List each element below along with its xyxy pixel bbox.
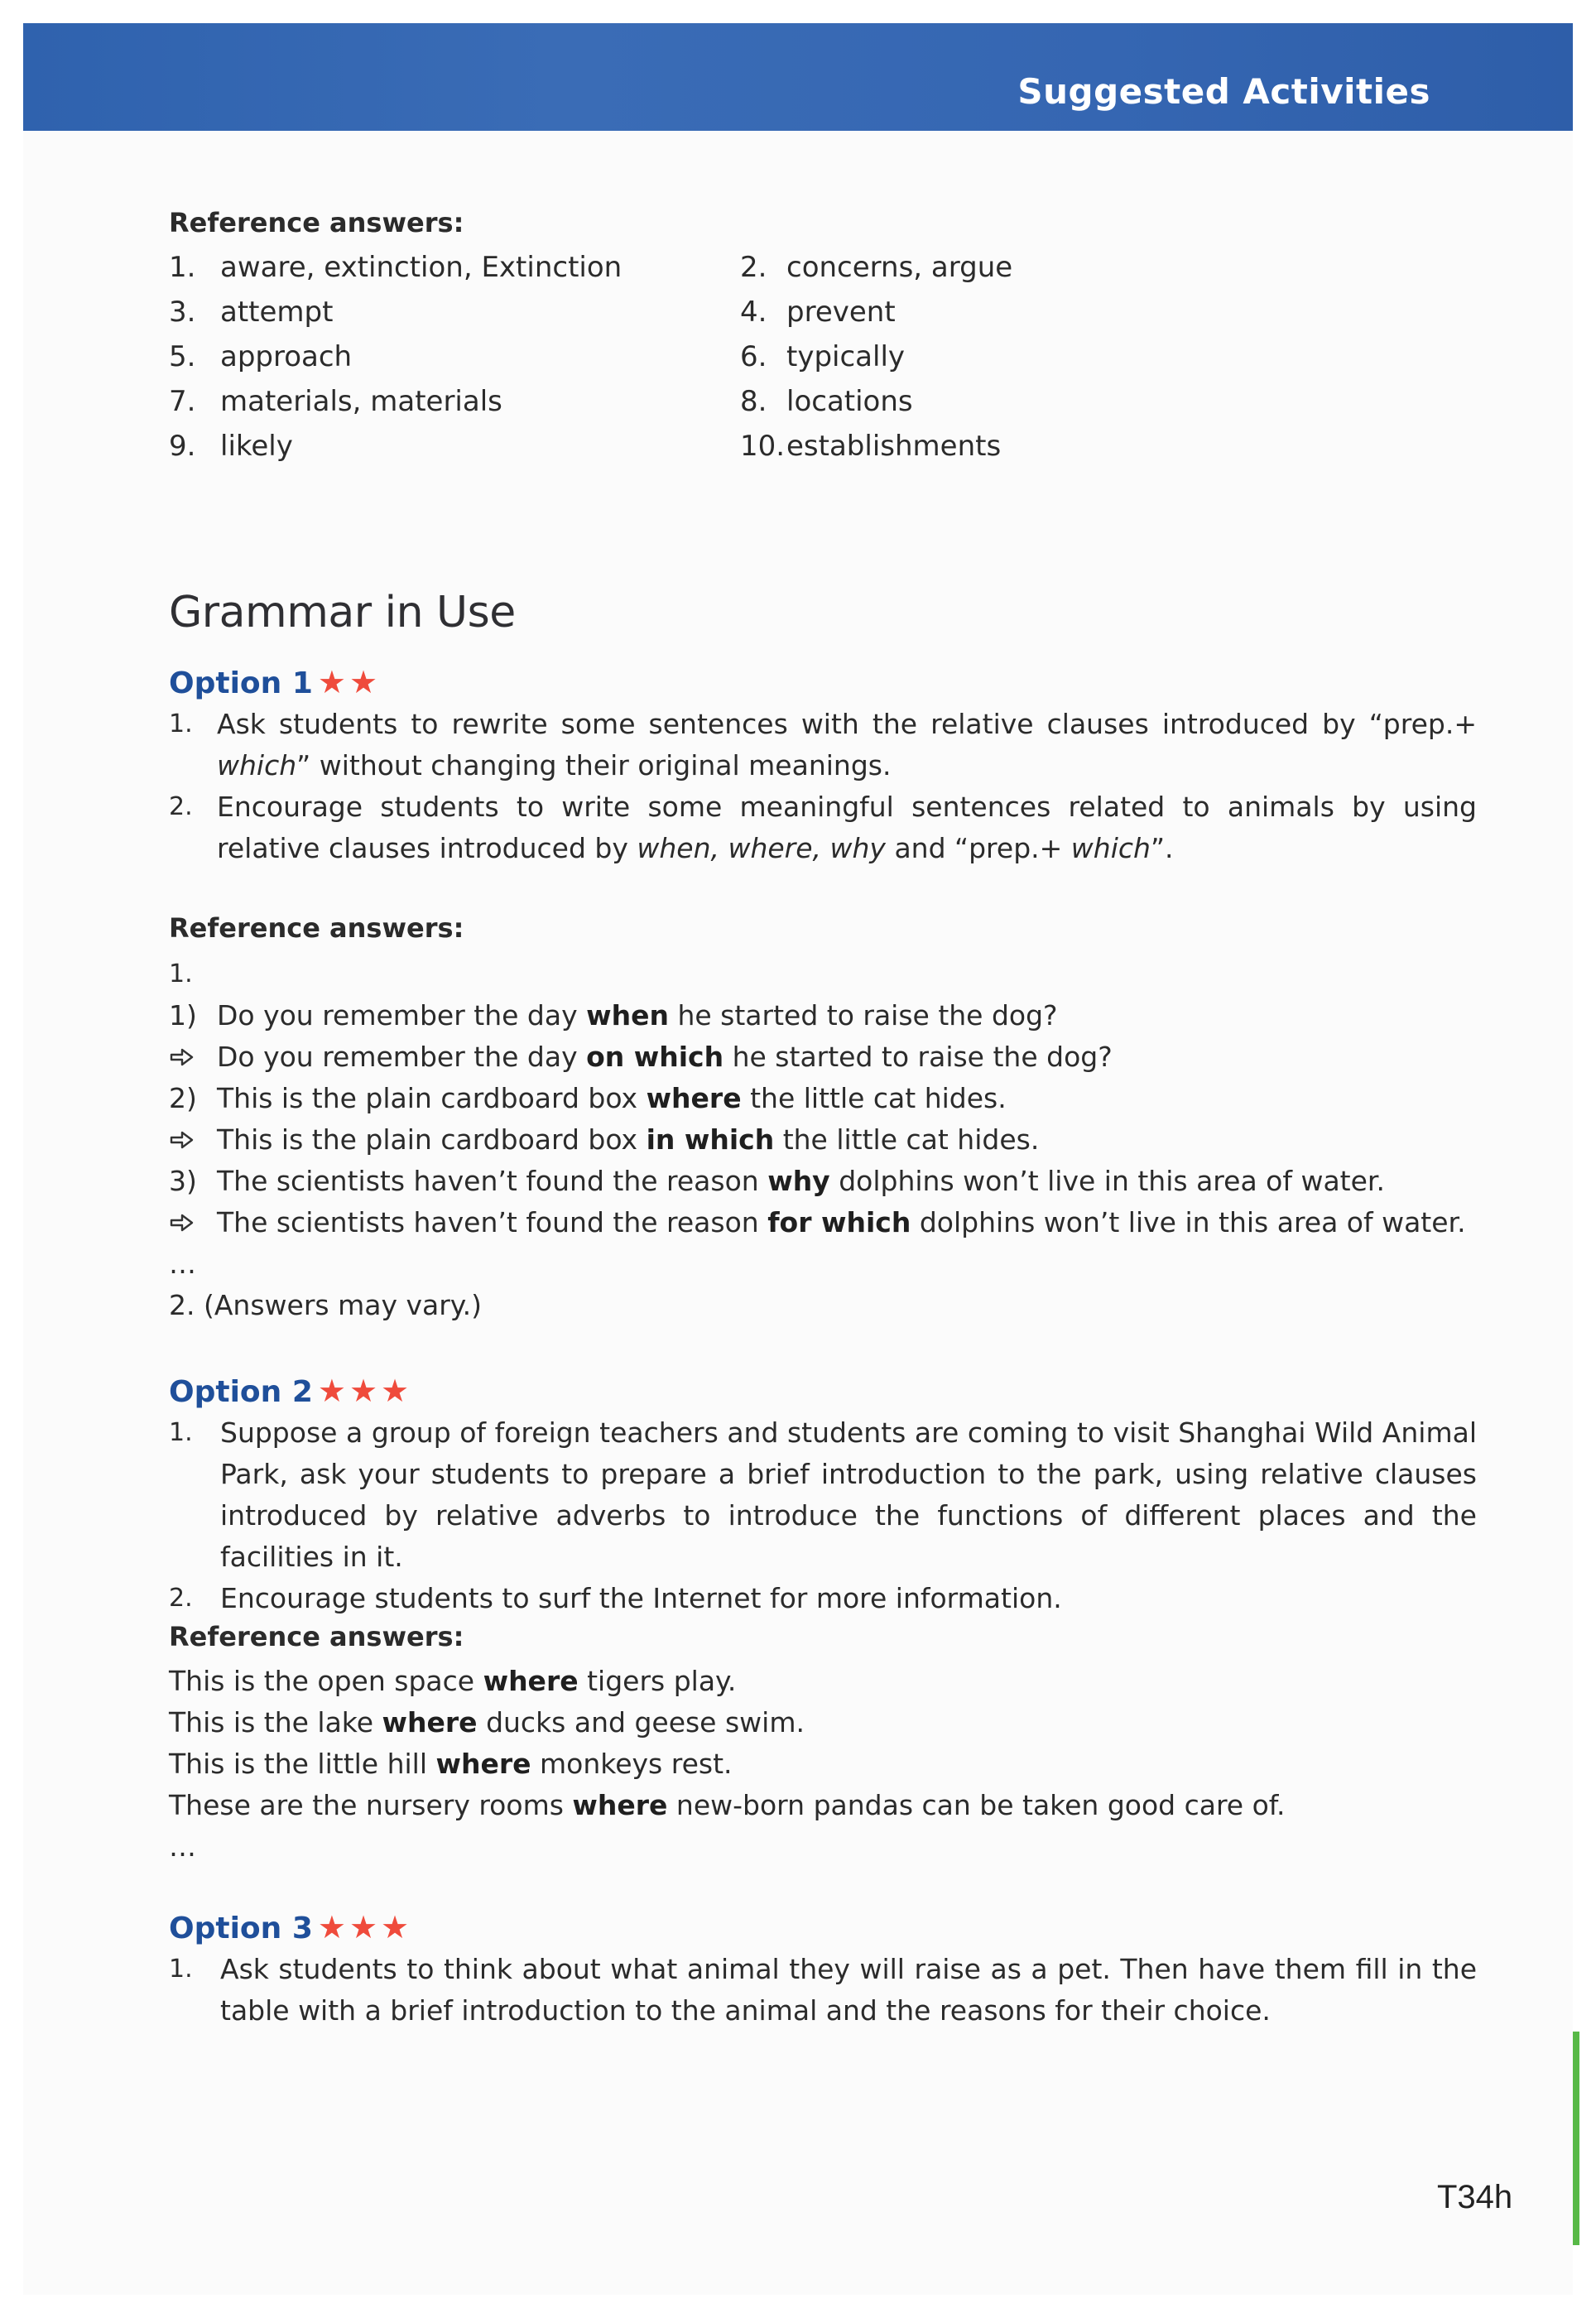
instruction-item: 1. Suppose a group of foreign teachers and students are coming to visit Shanghai Wild Animal Park, ask your students to prepare a brief introduction to the park, using relative clauses introduced by relative adverbs to introduce the functions of different places and the facilities in it.	[169, 1416, 1477, 1573]
star-rating-icon: ★★	[317, 664, 382, 700]
option-2-heading: Option 2 ★★★	[169, 1373, 413, 1409]
option-1-instructions	[169, 704, 1477, 869]
option-2-reference-heading: Reference answers:	[169, 1621, 464, 1652]
reference-number: 1.	[169, 959, 193, 988]
vocab-answer: 6. typically	[740, 340, 906, 373]
vocab-answer: 3. attempt	[169, 296, 334, 329]
option-2-reference-answers	[169, 1661, 1493, 1868]
vocab-answer: 1. aware, extinction, Extinction	[169, 251, 623, 284]
vocab-answer: 9. likely	[169, 430, 293, 463]
example-sentence: This is the open space where tigers play.	[169, 1665, 737, 1697]
star-rating-icon: ★★★	[317, 1373, 413, 1409]
option-2-instructions	[169, 1412, 1477, 1619]
page-number: T34h	[1437, 2179, 1513, 2215]
instruction-item: 2. Encourage students to write some meaningful sentences related to animals by using relative clauses introduced by when, where, why and “prep.+ which”.	[169, 791, 1477, 864]
star-rating-icon: ★★★	[317, 1909, 413, 1945]
instruction-item: 1. Ask students to rewrite some sentences with the relative clauses introduced by “prep.+ which” without changing their original meanings.	[169, 708, 1477, 781]
example-sentence: 1) Do you remember the day when he started to raise the dog?	[169, 999, 1058, 1032]
grammar-section-title: Grammar in Use	[169, 588, 516, 637]
option-3-instructions	[169, 1949, 1477, 2032]
example-sentence: 2) This is the plain cardboard box where the little cat hides.	[169, 1082, 1007, 1114]
ellipsis: …	[169, 1248, 196, 1280]
vocab-answer: 10.establishments	[740, 430, 1002, 463]
reference-item-2: 2. (Answers may vary.)	[169, 1289, 482, 1321]
vocab-answer: 4. prevent	[740, 296, 896, 329]
rewritten-sentence: Do you remember the day on which he started to raise the dog?	[169, 1036, 1493, 1078]
rewritten-sentence: This is the plain cardboard box in which the little cat hides.	[169, 1119, 1493, 1161]
vocab-reference-heading: Reference answers:	[169, 207, 464, 238]
vocab-answer: 2. concerns, argue	[740, 251, 1013, 284]
example-sentence: This is the little hill where monkeys rest.	[169, 1748, 733, 1780]
option-1-heading: Option 1 ★★	[169, 664, 382, 700]
arrow-right-icon	[169, 1213, 195, 1233]
vocab-answer: 7. materials, materials	[169, 385, 502, 418]
arrow-right-icon	[169, 1047, 195, 1067]
option-1-reference-heading: Reference answers:	[169, 912, 464, 944]
option-3-heading: Option 3 ★★★	[169, 1909, 413, 1945]
example-sentence: This is the lake where ducks and geese swim.	[169, 1706, 805, 1738]
option-1-reference-answers	[169, 954, 1493, 1326]
ellipsis: …	[169, 1830, 196, 1863]
rewritten-sentence: The scientists haven’t found the reason for which dolphins won’t live in this area of water.	[169, 1202, 1493, 1243]
page-edge-marker	[1573, 2032, 1579, 2245]
instruction-item: 1. Ask students to think about what animal they will raise as a pet. Then have them fill in the table with a brief introduction to the animal and the reasons for their choice.	[169, 1953, 1477, 2027]
page	[23, 23, 1573, 2295]
header-banner	[23, 23, 1573, 131]
example-sentence: 3) The scientists haven’t found the reason why dolphins won’t live in this area of water.	[169, 1165, 1385, 1197]
instruction-item: 2. Encourage students to surf the Internet for more information.	[169, 1582, 1062, 1614]
example-sentence: These are the nursery rooms where new-born pandas can be taken good care of.	[169, 1789, 1286, 1821]
vocab-answer: 5. approach	[169, 340, 353, 373]
vocab-answer: 8. locations	[740, 385, 913, 418]
arrow-right-icon	[169, 1130, 195, 1150]
section-header-title: Suggested Activities	[1017, 71, 1430, 112]
